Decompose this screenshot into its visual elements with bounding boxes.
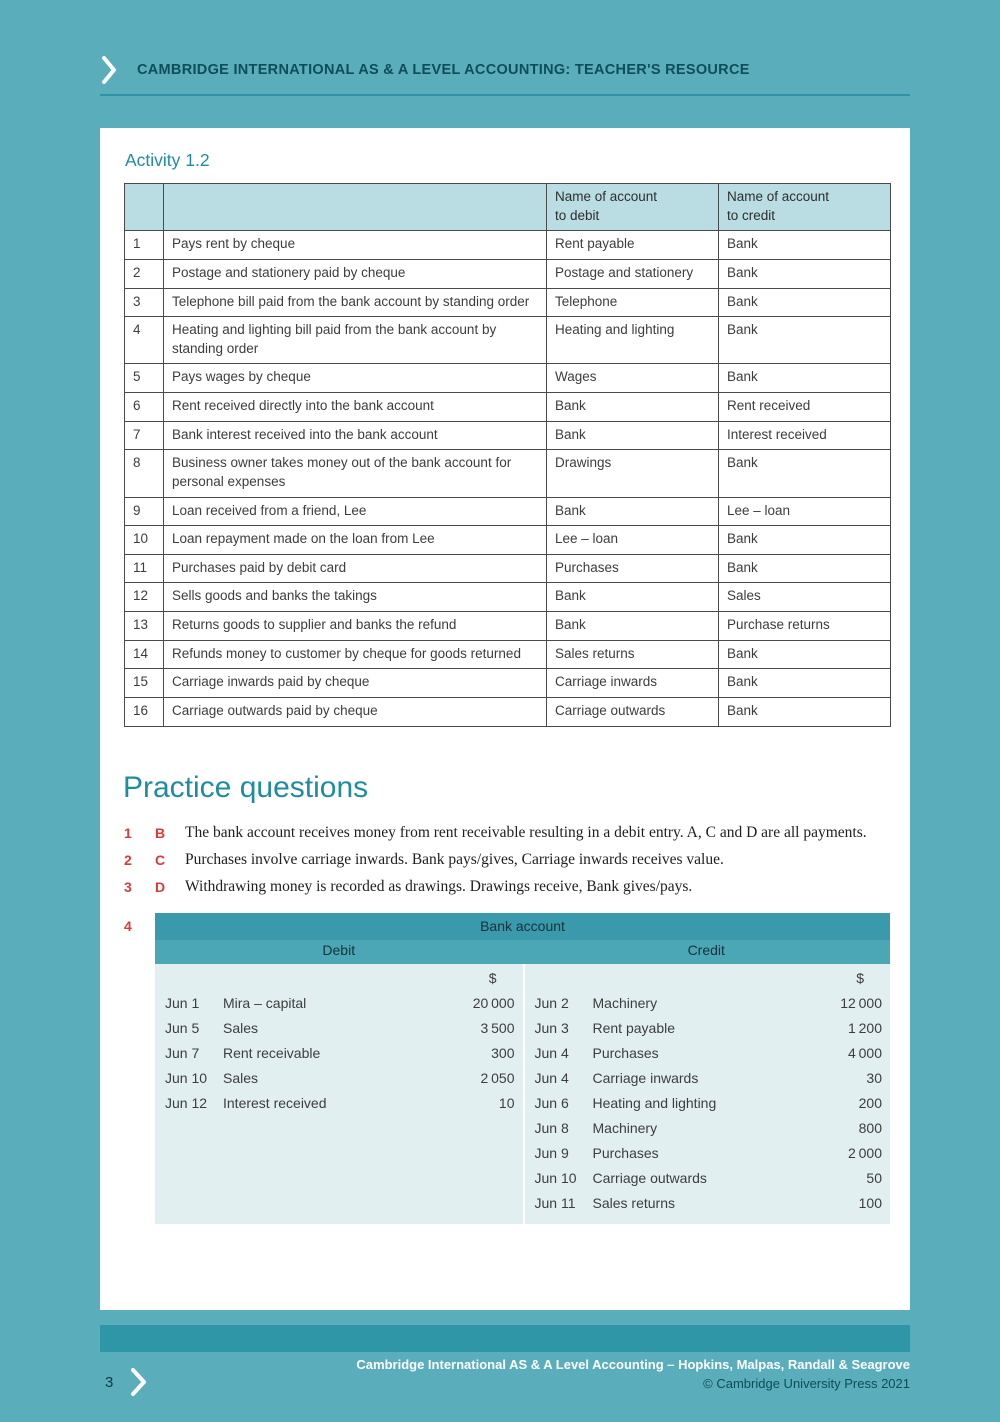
activity-table-row bbox=[125, 450, 891, 497]
activity-cell-num: 11 bbox=[125, 554, 164, 583]
activity-cell-credit: Bank bbox=[719, 450, 891, 497]
activity-cell-debit: Bank bbox=[547, 583, 719, 612]
ledger-entry-row bbox=[525, 1066, 891, 1091]
chevron-right-icon bbox=[129, 1365, 149, 1399]
activity-cell-debit: Bank bbox=[547, 612, 719, 641]
activity-cell-credit: Purchase returns bbox=[719, 612, 891, 641]
activity-cell-credit: Bank bbox=[719, 554, 891, 583]
ledger-amount: 2 050 bbox=[480, 1069, 515, 1086]
ledger-description: Interest received bbox=[223, 1094, 327, 1111]
spacer bbox=[535, 969, 593, 988]
practice-questions-title: Practice questions bbox=[123, 770, 369, 804]
activity-table-row bbox=[125, 669, 891, 698]
ledger-date: Jun 7 bbox=[165, 1044, 200, 1061]
ledger-description: Purchases bbox=[592, 1144, 659, 1161]
header-cell-description bbox=[164, 184, 547, 231]
answer-letter: D bbox=[155, 879, 166, 896]
activity-cell-num: 6 bbox=[125, 393, 164, 422]
footer-band bbox=[100, 1325, 910, 1352]
ledger-description: Carriage inwards bbox=[592, 1069, 699, 1086]
question-number: 3 bbox=[124, 879, 132, 896]
ledger-entry-row bbox=[155, 1041, 523, 1066]
ledger-date: Jun 8 bbox=[534, 1119, 569, 1136]
header-cell-number bbox=[125, 184, 164, 231]
activity-cell-desc: Carriage outwards paid by cheque bbox=[164, 697, 547, 726]
credit-label: Credit bbox=[687, 941, 725, 958]
page-number-group bbox=[100, 1365, 149, 1399]
ledger-date: Jun 4 bbox=[534, 1044, 569, 1061]
ledger-entry-row bbox=[525, 1166, 891, 1191]
activity-cell-desc: Loan repayment made on the loan from Lee bbox=[164, 526, 547, 555]
answer-text: The bank account receives money from rent receivable resulting in a debit entry. A, C and D are all payments. bbox=[185, 823, 867, 841]
ledger-date: Jun 5 bbox=[165, 1019, 200, 1036]
ledger-amount: 50 bbox=[866, 1169, 882, 1186]
activity-cell-desc: Returns goods to supplier and banks the refund bbox=[164, 612, 547, 641]
header-title: CAMBRIDGE INTERNATIONAL AS & A LEVEL ACCOUNTING: TEACHER'S RESOURCE bbox=[137, 62, 750, 78]
activity-table-row bbox=[125, 231, 891, 260]
ledger-description: Sales bbox=[223, 1069, 259, 1086]
activity-cell-credit: Lee – loan bbox=[719, 497, 891, 526]
activity-cell-debit: Bank bbox=[547, 497, 719, 526]
activity-cell-credit: Bank bbox=[719, 640, 891, 669]
ledger-description: Rent receivable bbox=[223, 1044, 321, 1061]
ledger-date: Jun 4 bbox=[534, 1069, 569, 1086]
activity-cell-num: 8 bbox=[125, 450, 164, 497]
question-number: 4 bbox=[124, 917, 132, 934]
bank-account-subheader bbox=[155, 940, 890, 964]
ledger-amount: 12 000 bbox=[840, 994, 882, 1011]
ledger-date: Jun 10 bbox=[165, 1069, 208, 1086]
activity-cell-num: 15 bbox=[125, 669, 164, 698]
activity-cell-credit: Bank bbox=[719, 288, 891, 317]
activity-cell-num: 16 bbox=[125, 697, 164, 726]
ledger-description: Rent payable bbox=[592, 1019, 676, 1036]
activity-cell-credit: Bank bbox=[719, 317, 891, 364]
currency-symbol: $ bbox=[488, 969, 497, 986]
question-4 bbox=[124, 913, 890, 1224]
ledger-date: Jun 1 bbox=[165, 994, 200, 1011]
activity-cell-num: 5 bbox=[125, 364, 164, 393]
activity-cell-credit: Bank bbox=[719, 697, 891, 726]
activity-table-row bbox=[125, 583, 891, 612]
content-card bbox=[100, 128, 910, 1310]
practice-question bbox=[124, 823, 890, 843]
ledger-date: Jun 2 bbox=[534, 994, 569, 1011]
activity-cell-num: 1 bbox=[125, 231, 164, 260]
ledger-entry-row bbox=[525, 1141, 891, 1166]
ledger-amount: 800 bbox=[858, 1119, 882, 1136]
ledger-entry-row bbox=[525, 991, 891, 1016]
ledger-date: Jun 12 bbox=[165, 1094, 208, 1111]
activity-table-row bbox=[125, 393, 891, 422]
ledger-entry-row bbox=[525, 1191, 891, 1216]
currency-symbol: $ bbox=[856, 969, 864, 986]
ledger-entry-row bbox=[155, 1066, 523, 1091]
debit-header-line2: to debit bbox=[555, 207, 600, 223]
activity-cell-debit: Purchases bbox=[547, 554, 719, 583]
ledger-entry-row bbox=[525, 1116, 891, 1141]
activity-cell-desc: Heating and lighting bill paid from the bank account by standing order bbox=[164, 317, 547, 364]
activity-cell-num: 3 bbox=[125, 288, 164, 317]
header-cell-debit bbox=[547, 184, 719, 231]
activity-table-row bbox=[125, 317, 891, 364]
ledger-description: Heating and lighting bbox=[592, 1094, 717, 1111]
activity-cell-debit: Bank bbox=[547, 393, 719, 422]
activity-cell-debit: Wages bbox=[547, 364, 719, 393]
ledger-entry-row bbox=[525, 1016, 891, 1041]
footer-text bbox=[356, 1357, 910, 1391]
activity-cell-debit: Rent payable bbox=[547, 231, 719, 260]
activity-cell-credit: Bank bbox=[719, 526, 891, 555]
activity-cell-desc: Postage and stationery paid by cheque bbox=[164, 259, 547, 288]
ledger-amount: 300 bbox=[491, 1044, 515, 1061]
ledger-date: Jun 11 bbox=[534, 1194, 576, 1211]
credit-header-line1: Name of account bbox=[727, 189, 830, 204]
activity-table-row bbox=[125, 288, 891, 317]
activity-title: Activity 1.2 bbox=[125, 150, 210, 170]
practice-question bbox=[124, 877, 890, 897]
activity-cell-debit: Carriage inwards bbox=[547, 669, 719, 698]
activity-cell-debit: Lee – loan bbox=[547, 526, 719, 555]
activity-cell-num: 14 bbox=[125, 640, 164, 669]
activity-cell-num: 4 bbox=[125, 317, 164, 364]
bank-account-table bbox=[155, 913, 890, 1224]
ledger-date: Jun 10 bbox=[534, 1169, 577, 1186]
activity-table-row bbox=[125, 554, 891, 583]
footer-credit-line: Cambridge International AS & A Level Accounting – Hopkins, Malpas, Randall & Seagrove bbox=[356, 1357, 910, 1372]
ledger-description: Sales returns bbox=[592, 1194, 675, 1211]
ledger-amount: 1 200 bbox=[848, 1019, 882, 1036]
ledger-description: Sales bbox=[223, 1019, 259, 1036]
credit-currency-row bbox=[525, 966, 891, 991]
activity-cell-credit: Bank bbox=[719, 259, 891, 288]
activity-cell-desc: Purchases paid by debit card bbox=[164, 554, 547, 583]
activity-cell-desc: Pays wages by cheque bbox=[164, 364, 547, 393]
activity-cell-num: 9 bbox=[125, 497, 164, 526]
activity-table-row bbox=[125, 497, 891, 526]
ledger-description: Machinery bbox=[592, 994, 658, 1011]
ledger-description: Purchases bbox=[592, 1044, 659, 1061]
ledger-entry-row bbox=[525, 1091, 891, 1116]
activity-cell-credit: Bank bbox=[719, 669, 891, 698]
ledger-amount: 4 000 bbox=[848, 1044, 882, 1061]
practice-question bbox=[124, 850, 890, 870]
ledger-amount: 100 bbox=[858, 1194, 882, 1211]
activity-cell-num: 12 bbox=[125, 583, 164, 612]
ledger-amount: 2 000 bbox=[848, 1144, 882, 1161]
credit-header-line2: to credit bbox=[727, 207, 776, 223]
answer-letter: B bbox=[155, 824, 166, 841]
ledger-amount: 3 500 bbox=[480, 1019, 515, 1036]
activity-cell-num: 13 bbox=[125, 612, 164, 641]
ledger-amount: 10 bbox=[498, 1094, 515, 1111]
ledger-amount: 200 bbox=[858, 1094, 882, 1111]
activity-table-row bbox=[125, 612, 891, 641]
activity-cell-credit: Bank bbox=[719, 364, 891, 393]
practice-questions-list bbox=[124, 823, 890, 898]
header-cell-credit bbox=[719, 184, 891, 231]
activity-cell-debit: Postage and stationery bbox=[547, 259, 719, 288]
bank-debit-entries bbox=[155, 991, 523, 1116]
spacer bbox=[593, 969, 803, 988]
answer-letter: C bbox=[155, 851, 166, 868]
ledger-description: Machinery bbox=[592, 1119, 658, 1136]
chevron-right-icon bbox=[100, 54, 119, 86]
ledger-entry-row bbox=[155, 1016, 523, 1041]
ledger-date: Jun 9 bbox=[534, 1144, 569, 1161]
bank-credit-half bbox=[523, 964, 891, 1224]
debit-currency-row bbox=[155, 966, 523, 991]
activity-cell-debit: Sales returns bbox=[547, 640, 719, 669]
page-number: 3 bbox=[105, 1373, 114, 1391]
activity-cell-desc: Refunds money to customer by cheque for goods returned bbox=[164, 640, 547, 669]
activity-cell-credit: Bank bbox=[719, 231, 891, 260]
activity-cell-debit: Telephone bbox=[547, 288, 719, 317]
activity-table-row bbox=[125, 421, 891, 450]
ledger-entry-row bbox=[155, 1091, 523, 1116]
header-divider bbox=[100, 94, 910, 96]
bank-debit-half bbox=[155, 964, 523, 1224]
activity-table-body bbox=[125, 231, 891, 726]
activity-cell-credit: Interest received bbox=[719, 421, 891, 450]
activity-cell-num: 10 bbox=[125, 526, 164, 555]
activity-cell-debit: Drawings bbox=[547, 450, 719, 497]
activity-table-row bbox=[125, 526, 891, 555]
activity-cell-num: 7 bbox=[125, 421, 164, 450]
activity-cell-desc: Telephone bill paid from the bank account by standing order bbox=[164, 288, 547, 317]
activity-table-row bbox=[125, 640, 891, 669]
activity-cell-desc: Business owner takes money out of the bank account for personal expenses bbox=[164, 450, 547, 497]
activity-table-row bbox=[125, 259, 891, 288]
activity-cell-desc: Loan received from a friend, Lee bbox=[164, 497, 547, 526]
activity-table-row bbox=[125, 697, 891, 726]
activity-header-row bbox=[125, 184, 891, 231]
footer-copyright: © Cambridge University Press 2021 bbox=[703, 1376, 910, 1391]
activity-cell-desc: Bank interest received into the bank account bbox=[164, 421, 547, 450]
ledger-date: Jun 3 bbox=[534, 1019, 569, 1036]
question-number: 1 bbox=[124, 824, 132, 841]
page-header bbox=[100, 54, 910, 86]
activity-table-head bbox=[125, 184, 891, 231]
ledger-amount: 20 000 bbox=[472, 994, 515, 1011]
ledger-date: Jun 6 bbox=[534, 1094, 569, 1111]
ledger-amount: 30 bbox=[866, 1069, 882, 1086]
ledger-entry-row bbox=[155, 991, 523, 1016]
activity-cell-credit: Sales bbox=[719, 583, 891, 612]
activity-cell-desc: Carriage inwards paid by cheque bbox=[164, 669, 547, 698]
activity-cell-debit: Bank bbox=[547, 421, 719, 450]
spacer bbox=[165, 969, 223, 988]
activity-cell-debit: Heating and lighting bbox=[547, 317, 719, 364]
activity-table bbox=[124, 183, 891, 727]
ledger-entry-row bbox=[525, 1041, 891, 1066]
activity-cell-desc: Rent received directly into the bank account bbox=[164, 393, 547, 422]
ledger-description: Mira – capital bbox=[223, 994, 307, 1011]
activity-cell-desc: Pays rent by cheque bbox=[164, 231, 547, 260]
bank-account-title: Bank account bbox=[155, 913, 890, 940]
answer-text: Purchases involve carriage inwards. Bank pays/gives, Carriage inwards receives value. bbox=[185, 850, 724, 868]
answer-text: Withdrawing money is recorded as drawings. Drawings receive, Bank gives/pays. bbox=[185, 878, 693, 896]
debit-label: Debit bbox=[322, 941, 356, 958]
activity-cell-debit: Carriage outwards bbox=[547, 697, 719, 726]
debit-header-line1: Name of account bbox=[555, 189, 658, 204]
bank-credit-entries bbox=[525, 991, 891, 1216]
activity-cell-credit: Rent received bbox=[719, 393, 891, 422]
activity-cell-desc: Sells goods and banks the takings bbox=[164, 583, 547, 612]
activity-cell-num: 2 bbox=[125, 259, 164, 288]
activity-table-row bbox=[125, 364, 891, 393]
ledger-description: Carriage outwards bbox=[592, 1169, 707, 1186]
bank-account-body bbox=[155, 964, 890, 1224]
spacer bbox=[223, 969, 435, 988]
page-footer bbox=[100, 1357, 910, 1399]
question-number: 2 bbox=[124, 851, 132, 868]
